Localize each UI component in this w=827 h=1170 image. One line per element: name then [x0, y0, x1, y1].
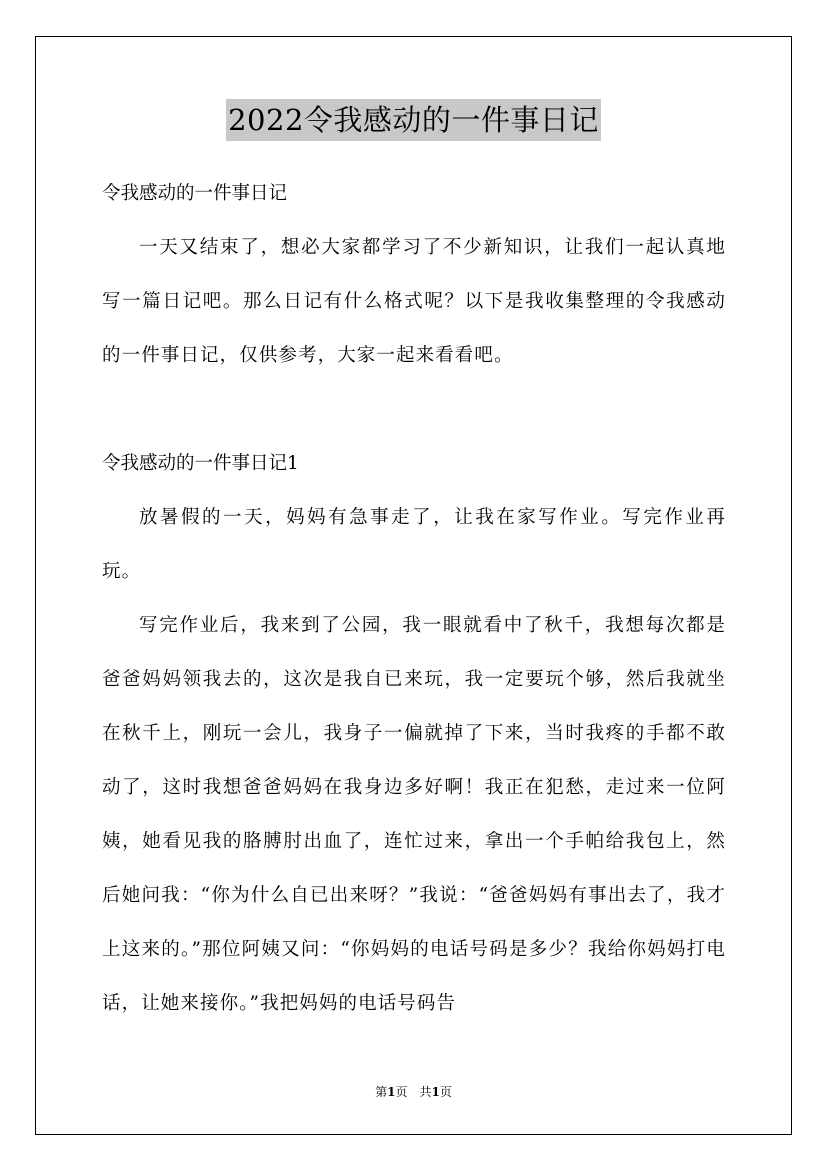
page-prefix: 第 [375, 1085, 388, 1099]
section-heading: 令我感动的一件事日记1 [102, 453, 299, 474]
page-total: 1 [431, 1085, 440, 1099]
page-current: 1 [387, 1085, 396, 1099]
document-subtitle: 令我感动的一件事日记 [102, 183, 288, 204]
page-mid: 页 共 [395, 1085, 432, 1099]
title-container [0, 99, 827, 141]
document-title: 2022令我感动的一件事日记 [226, 99, 601, 141]
body-paragraph-2: 写完作业后，我来到了公园，我一眼就看中了秋千，我想每次都是爸爸妈妈领我去的，这次是我自已来玩，我一定要玩个够，然后我就坐在秋千上，刚玩一会儿，我身子一偏就掉了下来，当时我疼的手都不敢动了，这时我想爸爸妈妈在我身边多好啊！我正在犯愁，走过来一位阿姨，她看见我的胳膊肘出血了，连忙过来，拿出一个手帕给我包上，然后她问我：“你为什么自已出来呀？”我说：“爸爸妈妈有事出去了，我才上这来的。”那位阿姨又问：“你妈妈的电话号码是多少？我给你妈妈打电话，让她来接你。”我把妈妈的电话号码告 [102, 615, 726, 1014]
body-paragraph-1: 放暑假的一天，妈妈有急事走了，让我在家写作业。写完作业再玩。 [102, 507, 726, 582]
page-footer [0, 1083, 827, 1100]
document-body [102, 167, 726, 1031]
page-suffix: 页 [439, 1085, 452, 1099]
intro-paragraph: 一天又结束了，想必大家都学习了不少新知识，让我们一起认真地写一篇日记吧。那么日记有什么格式呢？以下是我收集整理的令我感动的一件事日记，仅供参考，大家一起来看看吧。 [102, 237, 726, 366]
section-spacer [102, 383, 726, 437]
